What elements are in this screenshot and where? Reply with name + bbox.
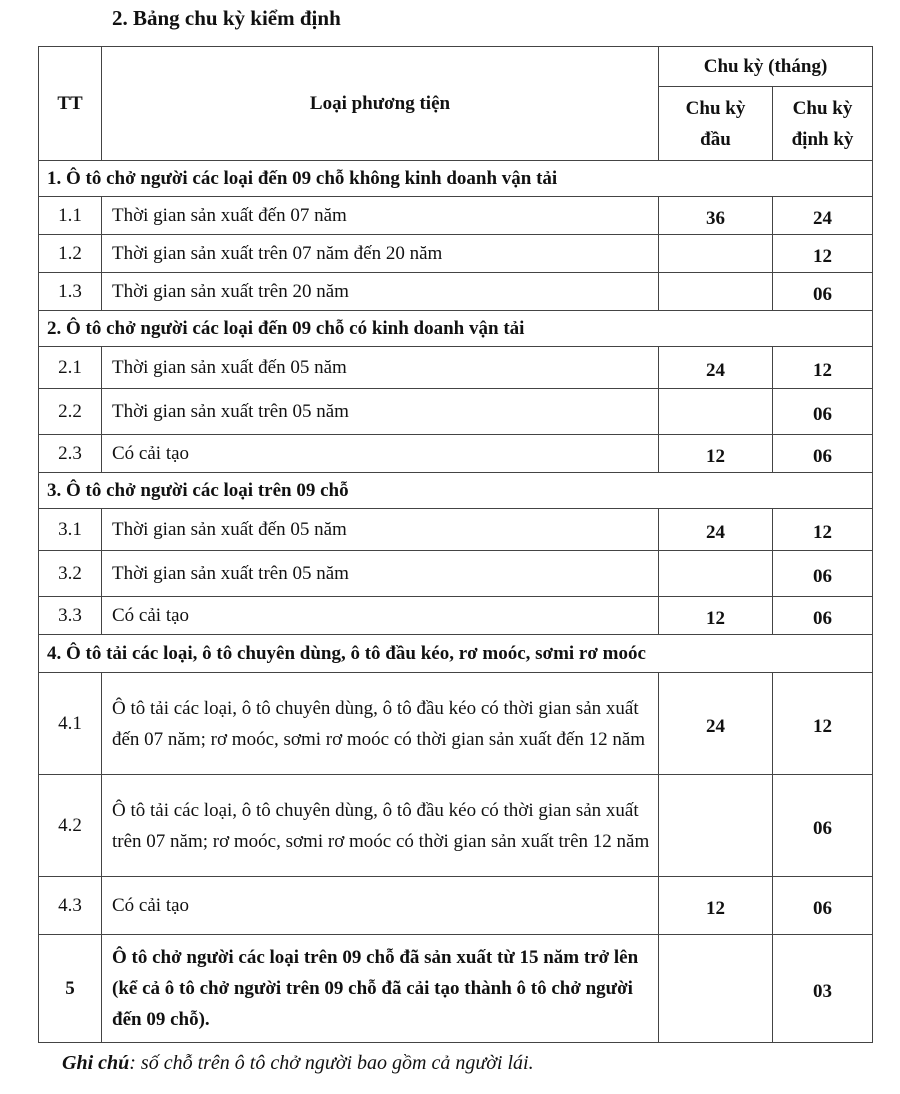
cell-vehicle: Có cải tạo [102, 435, 659, 473]
cell-periodic-cycle: 12 [773, 347, 873, 389]
table-row [39, 775, 873, 877]
table-row-final [39, 935, 873, 1043]
cell-vehicle: Thời gian sản xuất đến 07 năm [102, 197, 659, 235]
cell-tt: 2.2 [39, 389, 102, 435]
section-heading: 2. Bảng chu kỳ kiểm định [112, 6, 341, 30]
cell-tt: 2.3 [39, 435, 102, 473]
cell-first-cycle: 12 [659, 597, 773, 635]
cell-periodic-cycle: 06 [773, 273, 873, 311]
cell-vehicle: Ô tô tải các loại, ô tô chuyên dùng, ô tô đầu kéo có thời gian sản xuất trên 07 năm; rơ moóc, sơmi rơ moóc có thời gian sản xuất trên 12 năm [102, 775, 659, 877]
cell-periodic-cycle: 12 [773, 509, 873, 551]
cell-tt: 3.3 [39, 597, 102, 635]
header-periodic-cycle: Chu kỳ định kỳ [773, 87, 873, 161]
cell-vehicle: Thời gian sản xuất trên 20 năm [102, 273, 659, 311]
cell-first-cycle: 24 [659, 509, 773, 551]
table-row [39, 347, 873, 389]
cell-tt: 3.1 [39, 509, 102, 551]
table-row [39, 435, 873, 473]
cell-periodic-cycle: 06 [773, 597, 873, 635]
cell-periodic-cycle: 03 [773, 935, 873, 1043]
table-row [39, 551, 873, 597]
cell-first-cycle: 12 [659, 877, 773, 935]
cell-tt: 3.2 [39, 551, 102, 597]
cell-first-cycle: 12 [659, 435, 773, 473]
table-row [39, 197, 873, 235]
cell-tt: 1.3 [39, 273, 102, 311]
group-title-3: 3. Ô tô chở người các loại trên 09 chỗ [39, 473, 873, 509]
cell-tt: 4.1 [39, 673, 102, 775]
cell-vehicle: Ô tô tải các loại, ô tô chuyên dùng, ô tô đầu kéo có thời gian sản xuất đến 07 năm; rơ moóc, sơmi rơ moóc có thời gian sản xuất đến 12 năm [102, 673, 659, 775]
header-cycle-group: Chu kỳ (tháng) [659, 47, 873, 87]
inspection-cycle-table [38, 46, 873, 1043]
group-title-1: 1. Ô tô chở người các loại đến 09 chỗ không kinh doanh vận tải [39, 161, 873, 197]
cell-tt: 4.3 [39, 877, 102, 935]
cell-tt: 2.1 [39, 347, 102, 389]
cell-periodic-cycle: 12 [773, 673, 873, 775]
cell-periodic-cycle: 06 [773, 389, 873, 435]
cell-vehicle: Có cải tạo [102, 597, 659, 635]
cell-first-cycle [659, 551, 773, 597]
table-row [39, 597, 873, 635]
cell-first-cycle [659, 389, 773, 435]
cell-periodic-cycle: 06 [773, 877, 873, 935]
footnote [62, 1052, 534, 1075]
table-row [39, 389, 873, 435]
header-vehicle-type: Loại phương tiện [102, 47, 659, 161]
cell-vehicle: Thời gian sản xuất đến 05 năm [102, 509, 659, 551]
cell-vehicle: Ô tô chở người các loại trên 09 chỗ đã sản xuất từ 15 năm trở lên (kể cả ô tô chở người trên 09 chỗ đã cải tạo thành ô tô chở người đến 09 chỗ). [102, 935, 659, 1043]
table-row [39, 235, 873, 273]
cell-tt: 1.2 [39, 235, 102, 273]
group-title-2: 2. Ô tô chở người các loại đến 09 chỗ có kinh doanh vận tải [39, 311, 873, 347]
cell-vehicle: Thời gian sản xuất đến 05 năm [102, 347, 659, 389]
cell-first-cycle [659, 775, 773, 877]
cell-first-cycle [659, 935, 773, 1043]
header-tt: TT [39, 47, 102, 161]
cell-periodic-cycle: 24 [773, 197, 873, 235]
cell-vehicle: Thời gian sản xuất trên 05 năm [102, 551, 659, 597]
cell-first-cycle [659, 235, 773, 273]
footnote-label: Ghi chú [62, 1052, 130, 1074]
cell-periodic-cycle: 06 [773, 551, 873, 597]
table-row [39, 877, 873, 935]
footnote-text: : số chỗ trên ô tô chở người bao gồm cả người lái. [129, 1052, 534, 1074]
table-row [39, 273, 873, 311]
cell-first-cycle [659, 273, 773, 311]
cell-tt: 5 [39, 935, 102, 1043]
cell-tt: 1.1 [39, 197, 102, 235]
cell-vehicle: Thời gian sản xuất trên 07 năm đến 20 năm [102, 235, 659, 273]
cell-first-cycle: 24 [659, 347, 773, 389]
table-row [39, 673, 873, 775]
cell-periodic-cycle: 06 [773, 775, 873, 877]
cell-tt: 4.2 [39, 775, 102, 877]
table-row [39, 509, 873, 551]
header-first-cycle: Chu kỳ đầu [659, 87, 773, 161]
cell-vehicle: Có cải tạo [102, 877, 659, 935]
cell-first-cycle: 36 [659, 197, 773, 235]
cell-vehicle: Thời gian sản xuất trên 05 năm [102, 389, 659, 435]
group-title-4: 4. Ô tô tải các loại, ô tô chuyên dùng, ô tô đầu kéo, rơ moóc, sơmi rơ moóc [39, 635, 873, 673]
cell-periodic-cycle: 06 [773, 435, 873, 473]
cell-periodic-cycle: 12 [773, 235, 873, 273]
cell-first-cycle: 24 [659, 673, 773, 775]
